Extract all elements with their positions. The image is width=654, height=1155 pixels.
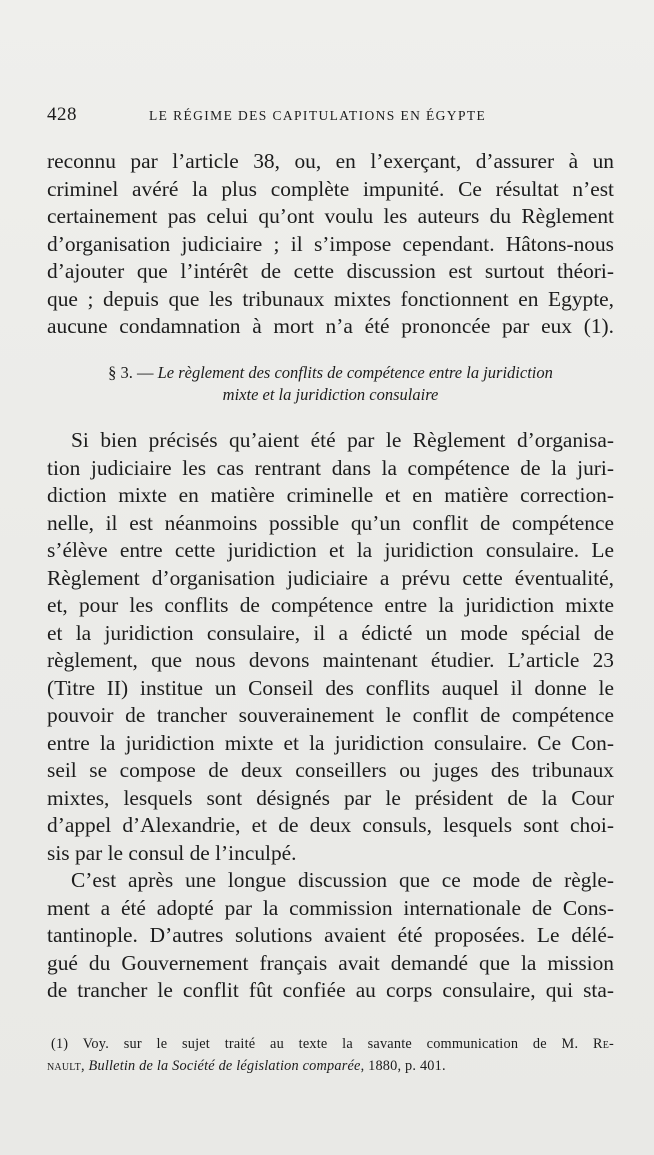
text-line: reconnu par l’article 38, ou, en l’exerçant, d’assurer à un [47, 149, 614, 173]
section-title-part-2: mixte et la juridiction consulaire [222, 384, 439, 404]
section-title-part-1: Le règlement des conflits de compétence entre la juridiction [157, 363, 553, 382]
text-line: gué du Gouvernement français avait demandé que la mission [47, 950, 614, 975]
footnote-author-part-1: Re- [593, 1036, 615, 1052]
text-line: aucune condamnation à mort n’a été prononcée par eux (1). [47, 314, 614, 338]
footnote-citation-tail: , 1880, p. 401. [360, 1058, 446, 1074]
text-line: s’élève entre cette juridiction et la juridiction consulaire. Le [47, 538, 614, 562]
text-line: tantinople. D’autres solutions avaient été proposées. Le délé- [47, 923, 614, 947]
text-line: de trancher le conflit fût confiée au corps consulaire, qui sta- [47, 978, 614, 1002]
page-number: 428 [47, 104, 77, 125]
footnote-author-part-2: nault [47, 1058, 81, 1074]
section-heading [47, 362, 614, 405]
paragraph-3 [47, 867, 614, 1005]
running-title: LE RÉGIME DES CAPITULATIONS EN ÉGYPTE [149, 108, 487, 123]
text-line: pouvoir de trancher souverainement le conflit de compétence [47, 703, 614, 727]
footnote-journal-title: Bulletin de la Société de législation comparée [88, 1058, 361, 1074]
paragraph-1 [47, 148, 614, 341]
text-line: sis par le consul de l’inculpé. [47, 840, 297, 865]
text-line: et la juridiction consulaire, il a édicté un mode spécial de [47, 620, 614, 645]
text-line: entre la juridiction mixte et la juridiction consulaire. Ce Con- [47, 730, 614, 755]
text-line: que ; depuis que les tribunaux mixtes fonctionnent en Egypte, [47, 286, 614, 311]
text-line: Si bien précisés qu’aient été par le Règlement d’organisa- [71, 428, 614, 452]
text-line: C’est après une longue discussion que ce mode de règle- [71, 868, 614, 892]
section-number: § 3. — [108, 363, 154, 382]
text-line: règlement, que nous devons maintenant étudier. L’article 23 [47, 648, 614, 672]
text-line: mixtes, lesquels sont désignés par le président de la Cour [47, 785, 614, 810]
text-line: certainement pas celui qu’ont voulu les auteurs du Règlement [47, 204, 614, 228]
footnote-line-2: nault, Bulletin de la Société de législation comparée, 1880, p. 401. [47, 1058, 446, 1074]
text-line: d’organisation judiciaire ; il s’impose cependant. Hâtons-nous [47, 231, 614, 256]
text-line: et, pour les conflits de compétence entre la juridiction mixte [47, 593, 614, 617]
footnote [47, 1033, 614, 1077]
paragraph-2 [47, 427, 614, 867]
page-header [47, 104, 614, 128]
text-line: diction mixte en matière criminelle et en matière correction- [47, 483, 614, 507]
text-line: (Titre II) institue un Conseil des conflits auquel il donne le [47, 675, 614, 700]
text-line: seil se compose de deux conseillers ou juges des tribunaux [47, 758, 614, 782]
text-line: ment a été adopté par la commission internationale de Cons- [47, 895, 614, 920]
text-line: tion judiciaire les cas rentrant dans la compétence de la juri- [47, 455, 614, 480]
text-line: criminel avéré la plus complète impunité. Ce résultat n’est [47, 176, 614, 201]
footnote-line-1 [47, 1033, 614, 1055]
text-line: Règlement d’organisation judiciaire a prévu cette éventualité, [47, 565, 614, 590]
text-line: d’ajouter que l’intérêt de cette discussion est surtout théori- [47, 259, 614, 283]
section-heading-line-1 [47, 362, 614, 384]
text-line: nelle, il est néanmoins possible qu’un conflit de compétence [47, 510, 614, 535]
footnote-text: (1) Voy. sur le sujet traité au texte la savante communication de M. [51, 1036, 579, 1052]
text-line: d’appel d’Alexandrie, et de deux consuls, lesquels sont choi- [47, 813, 614, 837]
